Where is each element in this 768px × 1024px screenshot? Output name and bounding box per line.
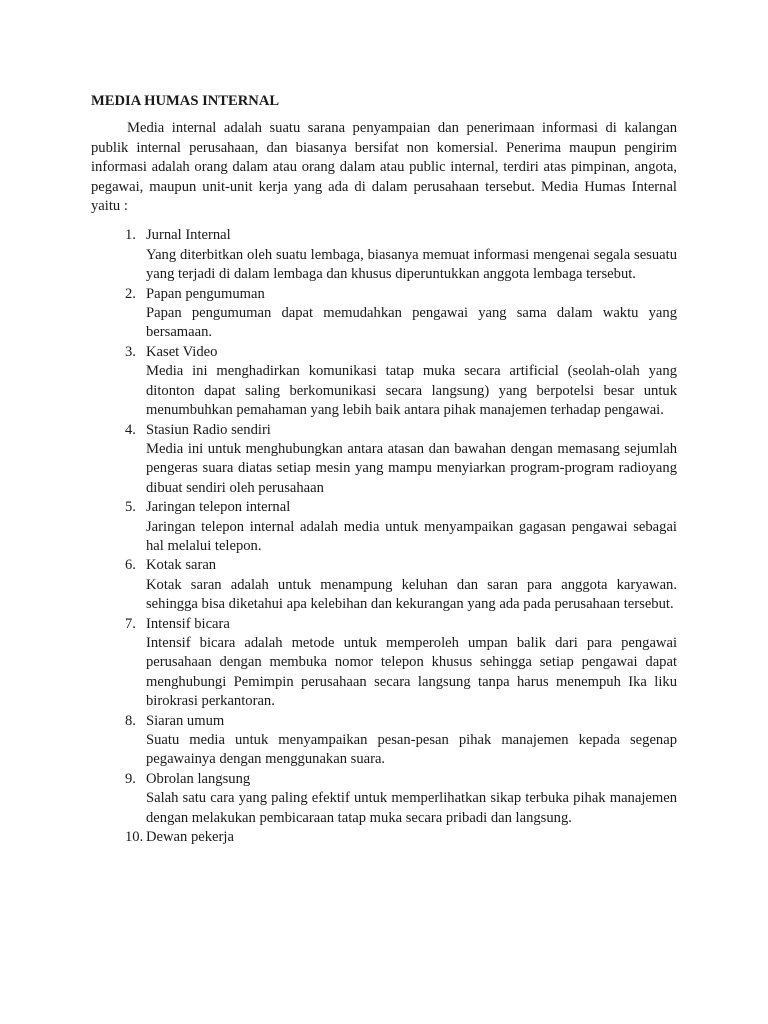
list-item xyxy=(91,770,677,828)
item-description: Kotak saran adalah untuk menampung keluhan dan saran para anggota karyawan. sehingga bisa diketahui apa kelebihan dan kekurangan yang ada pada perusahaan tersebut. xyxy=(146,576,677,613)
list-item xyxy=(91,615,677,712)
item-number: 4. xyxy=(125,421,136,438)
item-title: Intensif bicara xyxy=(146,615,230,632)
list-item xyxy=(91,285,677,343)
item-number: 8. xyxy=(125,712,136,729)
item-title: Jaringan telepon internal xyxy=(146,499,291,516)
item-description: Suatu media untuk menyampaikan pesan-pesan pihak manajemen kepada segenap pegawainya dengan menggunakan suara. xyxy=(146,732,677,768)
item-description: Yang diterbitkan oleh suatu lembaga, biasanya memuat informasi mengenai segala sesuatu yang terjadi di dalam lembaga dan khusus diperuntukkan anggota lembaga tersebut. xyxy=(146,246,677,283)
list-item xyxy=(91,343,677,421)
list-item xyxy=(91,556,677,614)
item-description: Salah satu cara yang paling efektif untuk memperlihatkan sikap terbuka pihak manajemen dengan melakukan pembicaraan tatap muka secara pribadi dan langsung. xyxy=(146,790,677,826)
media-list xyxy=(91,226,677,847)
item-number: 10. xyxy=(125,829,144,846)
item-title: Jurnal Internal xyxy=(146,227,231,244)
item-number: 7. xyxy=(125,615,136,632)
item-number: 2. xyxy=(125,285,136,302)
list-item xyxy=(91,421,677,499)
item-title: Dewan pekerja xyxy=(146,829,234,846)
item-number: 1. xyxy=(125,227,136,244)
item-title: Kaset Video xyxy=(146,343,218,360)
list-item xyxy=(91,828,677,847)
list-item xyxy=(91,498,677,556)
intro-paragraph: Media internal adalah suatu sarana penyampaian dan penerimaan informasi di kalangan publik internal perusahaan, dan biasanya bersifat non komersial. Penerima maupun pengirim informasi adalah orang dalam atau orang dalam atau public internal, terdiri atas pimpinan, angota, pegawai, maupun unit-unit kerja yang ada di dalam perusahaan tersebut. Media Humas Internal yaitu : xyxy=(91,120,677,215)
list-item xyxy=(91,712,677,770)
item-number: 3. xyxy=(125,343,136,360)
item-description: Papan pengumuman dapat memudahkan pengawai yang sama dalam waktu yang bersamaan. xyxy=(146,305,677,341)
item-number: 9. xyxy=(125,770,136,787)
item-description: Media ini untuk menghubungkan antara atasan dan bawahan dengan memasang sejumlah pengeras suara diatas setiap mesin yang mampu menyiarkan program-program radioyang dibuat sendiri oleh perusahaan xyxy=(146,440,677,496)
item-description: Jaringan telepon internal adalah media untuk menyampaikan gagasan pengawai sebagai hal melalui telepon. xyxy=(146,518,677,554)
item-title: Kotak saran xyxy=(146,557,217,574)
item-title: Papan pengumuman xyxy=(146,285,265,302)
item-number: 5. xyxy=(125,499,136,516)
document-title: MEDIA HUMAS INTERNAL xyxy=(91,93,280,109)
item-description: Media ini menghadirkan komunikasi tatap muka secara artificial (seolah-olah yang ditonton dapat saling berkomunikasi secara langsung) yang berpotelsi besar untuk menumbuhkan pemahaman yang lebih baik antara pihak manajemen terhadap pengawai. xyxy=(146,363,677,419)
list-item xyxy=(91,226,677,284)
item-title: Obrolan langsung xyxy=(146,770,251,787)
item-number: 6. xyxy=(125,557,136,574)
item-description: Intensif bicara adalah metode untuk memperoleh umpan balik dari para pengawai perusahaan dengan membuka nomor telepon khusus sehingga setiap pengawai dapat menghubungi Pemimpin perusahaan secara langsung tanpa harus menempuh Ika liku birokrasi perkantoran. xyxy=(146,634,677,710)
item-title: Siaran umum xyxy=(146,712,225,729)
document-page xyxy=(91,92,677,847)
item-title: Stasiun Radio sendiri xyxy=(146,421,271,438)
